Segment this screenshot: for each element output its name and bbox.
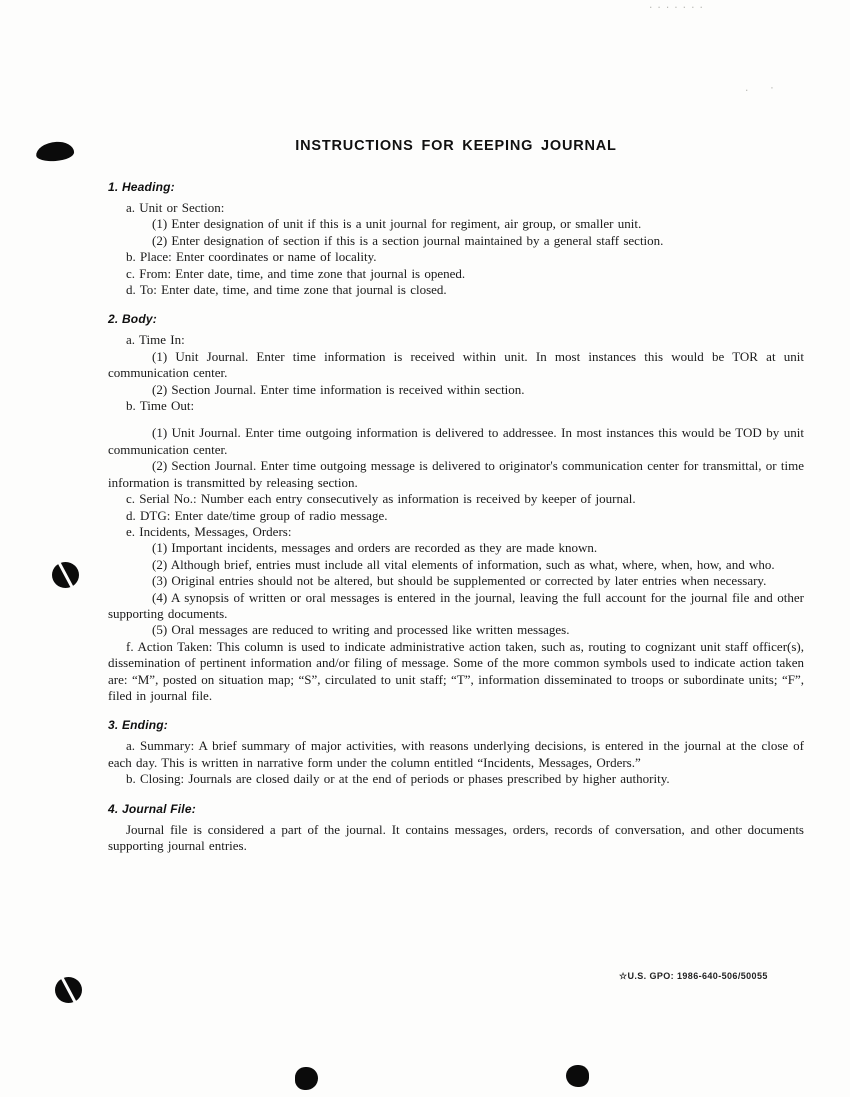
doc-line: Journal file is considered a part of the journal. It contains messages, orders, records of conversation, and other documents supporting journal entries.: [108, 821, 804, 853]
section-3-heading: 3. Ending:: [108, 718, 168, 733]
doc-line: (2) Although brief, entries must include all vital elements of information, such as what, where, when, how, and who.: [152, 556, 775, 572]
doc-line: e. Incidents, Messages, Orders:: [126, 523, 292, 539]
scan-hole-middle-left: [52, 562, 79, 588]
scan-dot-bottom-right: [566, 1065, 589, 1087]
scan-hole-slash: [57, 559, 75, 589]
doc-line: f. Action Taken: This column is used to indicate administrative action taken, such as, routing to cognizant unit staff officer(s), dissemination of pertinent information and/or filing of message. Some of the more common symbols used to indicate action taken are: “M”, posted on situation map; “S”, circulated to unit staff; “T”, information disseminated to troops or subordinate units; “F”, filed in journal file.: [108, 638, 804, 703]
document-body: [108, 138, 804, 854]
doc-line: d. DTG: Enter date/time group of radio message.: [126, 507, 388, 523]
doc-line: (2) Enter designation of section if this is a section journal maintained by a general staff section.: [152, 232, 664, 248]
doc-line: b. Place: Enter coordinates or name of locality.: [126, 249, 377, 265]
doc-line: b. Closing: Journals are closed daily or at the end of periods or phases prescribed by higher authority.: [126, 771, 670, 787]
doc-line: b. Time Out:: [126, 398, 195, 414]
doc-line: (4) A synopsis of written or oral messages is entered in the journal, leaving the full account for the journal file and other supporting documents.: [108, 589, 804, 621]
doc-line: a. Time In:: [126, 332, 185, 348]
doc-line: (1) Enter designation of unit if this is a unit journal for regiment, air group, or smaller unit.: [152, 216, 642, 232]
scan-hole-slash: [60, 974, 78, 1004]
section-4-heading: 4. Journal File:: [108, 801, 196, 816]
doc-line: d. To: Enter date, time, and time zone that journal is closed.: [126, 282, 447, 298]
doc-line: c. Serial No.: Number each entry consecutively as information is received by keeper of journal.: [126, 491, 636, 507]
page-title: INSTRUCTIONS FOR KEEPING JOURNAL: [295, 138, 617, 154]
doc-line: (1) Important incidents, messages and orders are recorded as they are made known.: [152, 540, 598, 556]
section-1-heading: 1. Heading:: [108, 180, 175, 194]
section-2-heading: 2. Body:: [108, 312, 157, 327]
scan-hole-bottom-left: [55, 977, 82, 1003]
scan-speckles: . ·: [744, 84, 778, 94]
doc-line: a. Unit or Section:: [126, 200, 225, 215]
doc-line: (1) Unit Journal. Enter time information is received within unit. In most instances this would be TOR at unit communication center.: [108, 348, 804, 381]
doc-line: a. Summary: A brief summary of major activities, with reasons underlying decisions, is entered in the journal at the close of each day. This is written in narrative form under the column entitled “Incidents, Messages, Orders.”: [108, 738, 804, 770]
doc-line: (5) Oral messages are reduced to writing and processed like written messages.: [152, 622, 570, 638]
scan-speckles: .......: [648, 1, 707, 11]
gpo-imprint: ☆U.S. GPO: 1986-640-506/50055: [619, 971, 768, 981]
doc-line: (1) Unit Journal. Enter time outgoing information is delivered to addressee. In most instances this would be TOD by unit communication center.: [108, 425, 804, 457]
doc-line: (2) Section Journal. Enter time outgoing message is delivered to originator's communication center for transmittal, or time information is transmitted by releasing section.: [108, 458, 804, 490]
doc-line: (2) Section Journal. Enter time information is received within section.: [152, 381, 525, 397]
doc-line: c. From: Enter date, time, and time zone that journal is opened.: [126, 265, 466, 281]
scan-dot-bottom-center: [295, 1067, 318, 1090]
scan-mark-top-left: [35, 141, 74, 163]
doc-line: (3) Original entries should not be altered, but should be supplemented or corrected by later entries when necessary.: [152, 573, 767, 589]
